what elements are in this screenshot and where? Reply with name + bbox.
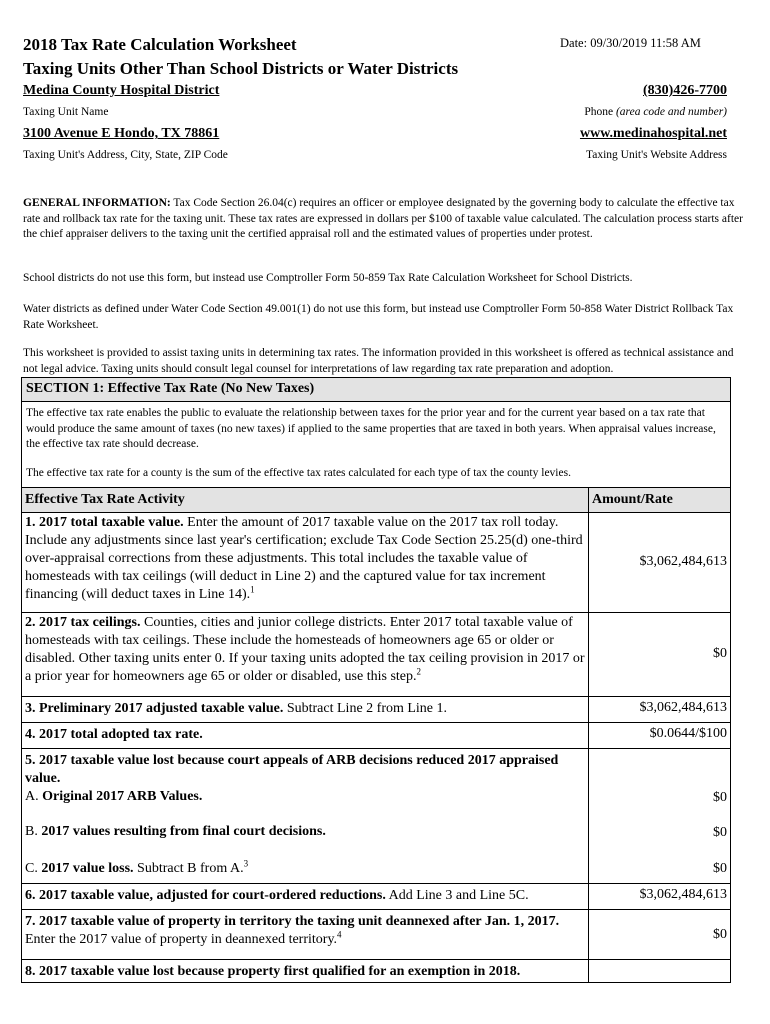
general-information: GENERAL INFORMATION: Tax Code Section 26.04(c) requires an officer or employee designated by the governing body to calculate the effective tax rate and rollback tax rate for the taxing unit. These tax rates are expressed in dollars per $100 of taxable value calculated. The calculation process starts after the chief appraiser delivers to the taxing unit the certified appraisal roll and the estimated values of properties under protest.: [23, 197, 743, 240]
line-5a-amount: $0: [713, 790, 727, 805]
line-5b-amount: $0: [713, 825, 727, 840]
divider: [22, 696, 730, 697]
taxing-unit-name: Medina County Hospital District: [23, 83, 220, 98]
taxing-unit-address: 3100 Avenue E Hondo, TX 78861: [23, 126, 220, 141]
line-3: 3. Preliminary 2017 adjusted taxable value. Subtract Line 2 from Line 1.: [25, 701, 448, 716]
worksheet-title: 2018 Tax Rate Calculation Worksheet: [23, 35, 297, 54]
line-6: 6. 2017 taxable value, adjusted for court-ordered reductions. Add Line 3 and Line 5C.: [25, 888, 529, 903]
line-1: 1. 2017 total taxable value. Enter the amount of 2017 taxable value on the 2017 tax roll today. Include any adjustments since last year's certification; exclude Tax Code Section 25.25(d) one-third over-appraisal corrections from these adjustments. This total includes the taxable value of homesteads with tax ceilings (will deduct in Line 2) and the captured value for tax increment financing (will deduct taxes in Line 14).$^1$: [25, 515, 583, 602]
divider: [22, 722, 730, 723]
line-4: 4. 2017 total adopted tax rate.: [25, 727, 203, 742]
divider: [22, 883, 730, 884]
line-2: 2. 2017 tax ceilings. Counties, cities and junior college districts. Enter 2017 total taxable value of homesteads with tax ceilings. These include the homesteads of homeowners age 65 or older or disabled. Other taxing units enter 0. If your taxing units adopted the tax ceiling provision in 2017 or a prior year for homeowners age 65 or older or disabled, use this step.$^2$: [25, 615, 585, 684]
line-4-amount: $0.0644/$100: [649, 726, 727, 741]
activity-column-header: Effective Tax Rate Activity: [22, 488, 588, 512]
line-5a: A. Original 2017 ARB Values.: [25, 789, 203, 804]
section1-county-note: The effective tax rate for a county is the sum of the effective tax rates calculated for each type of tax the county levies.: [26, 467, 571, 479]
line-2-amount: $0: [713, 646, 727, 661]
divider: [22, 612, 730, 613]
divider: [22, 512, 730, 513]
divider: [22, 748, 730, 749]
line-1-amount: $3,062,484,613: [639, 554, 727, 569]
taxing-unit-name-label: Taxing Unit Name: [23, 106, 109, 118]
line-8: 8. 2017 taxable value lost because property first qualified for an exemption in 2018.: [25, 964, 521, 979]
section1-heading: SECTION 1: Effective Tax Rate (No New Taxes): [22, 378, 730, 402]
divider: [22, 959, 730, 960]
phone-label: Phone (area code and number): [584, 106, 727, 118]
column-divider: [588, 487, 589, 982]
section1-intro: The effective tax rate enables the public to evaluate the relationship between taxes for the prior year and for the current year based on a tax rate that would produce the same amount of taxes (no new taxes) if applied to the same properties that are taxed in both years. When appraisal values increase, the effective tax rate should decrease.: [26, 407, 716, 450]
line-3-amount: $3,062,484,613: [639, 700, 727, 715]
worksheet-subtitle: Taxing Units Other Than School Districts or Water Districts: [23, 59, 459, 78]
water-districts-note: Water districts as defined under Water Code Section 49.001(1) do not use this form, but instead use Comptroller Form 50-858 Water District Rollback Tax Rate Worksheet.: [23, 303, 734, 331]
line-5: 5. 2017 taxable value lost because court appeals of ARB decisions reduced 2017 appraised value.: [25, 753, 559, 786]
phone-number: (830)426-7700: [643, 83, 727, 98]
line-7-amount: $0: [713, 927, 727, 942]
divider: [22, 909, 730, 910]
website-link[interactable]: www.medinahospital.net: [579, 126, 727, 141]
report-date: Date: 09/30/2019 11:58 AM: [560, 36, 701, 50]
website-label: Taxing Unit's Website Address: [586, 149, 727, 161]
section1-table: [21, 377, 731, 983]
address-label: Taxing Unit's Address, City, State, ZIP Code: [23, 149, 228, 161]
assistance-note: This worksheet is provided to assist taxing units in determining tax rates. The information provided in this worksheet is offered as technical assistance and not legal advice. Taxing units should consult legal counsel for interpretations of law regarding tax rate preparation and adoption.: [23, 347, 734, 375]
line-5c: C. 2017 value loss. Subtract B from A.$^3$: [25, 858, 249, 876]
line-5c-amount: $0: [713, 861, 727, 876]
line-5b: B. 2017 values resulting from final court decisions.: [25, 824, 326, 839]
school-districts-note: School districts do not use this form, but instead use Comptroller Form 50-859 Tax Rate Calculation Worksheet for School Districts.: [23, 272, 633, 284]
line-6-amount: $3,062,484,613: [639, 887, 727, 902]
amount-column-header: Amount/Rate: [589, 488, 730, 512]
line-7: 7. 2017 taxable value of property in territory the taxing unit deannexed after Jan. 1, 2017. Enter the 2017 value of property in deannexed territory.$^4$: [25, 914, 560, 947]
